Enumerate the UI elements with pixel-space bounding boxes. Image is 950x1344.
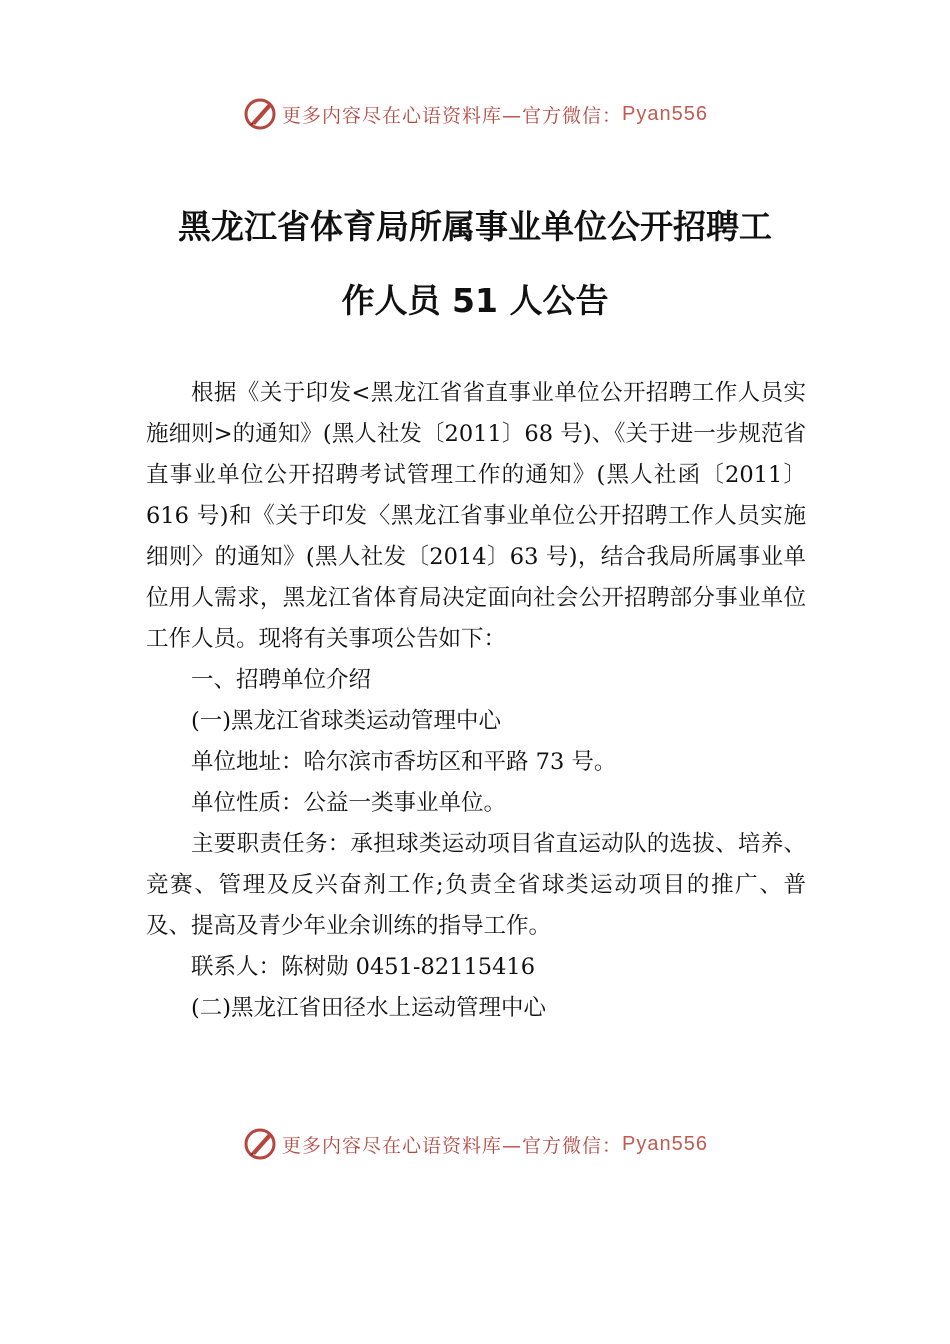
unit-1-name: (一)黑龙江省球类运动管理中心 [191,708,502,734]
title-line-1: 黑龙江省体育局所属事业单位公开招聘工 [178,207,772,246]
document-title [120,190,830,338]
intro-paragraph: 根据《关于印发<黑龙江省省直事业单位公开招聘工作人员实施细则>的通知》(黑人社发〔2011〕68 号)、《关于进一步规范省直事业单位公开招聘考试管理工作的通知》(黑人社函〔2011〕616 号)和《关于印发〈黑龙江省事业单位公开招聘工作人员实施细则〉的通知》(黑人社发〔2014〕63 号)，结合我局所属事业单位用人需求，黑龙江省体育局决定面向社会公开招聘部分事业单位工作人员。现将有关事项公告如下： [146,380,806,652]
pen-logo-icon [242,96,278,132]
unit-2-name: (二)黑龙江省田径水上运动管理中心 [191,995,547,1021]
unit-1-duties: 主要职责任务：承担球类运动项目省直运动队的选拔、培养、竞赛、管理及反兴奋剂工作;负责全省球类运动项目的推广、普及、提高及青少年业余训练的指导工作。 [146,831,806,939]
unit-1-address: 单位地址：哈尔滨市香坊区和平路 73 号。 [191,749,617,775]
watermark-wechat-id: Pyan556 [622,102,708,125]
section-heading-1: 一、招聘单位介绍 [191,667,372,693]
watermark-wechat-id: Pyan556 [622,1132,708,1155]
document-body [146,373,806,1029]
unit-1-contact: 联系人：陈树勋 0451-82115416 [191,954,536,980]
watermark-text: 更多内容尽在心语资料库—官方微信： [282,1134,623,1157]
watermark-text: 更多内容尽在心语资料库—官方微信： [282,104,623,127]
pen-logo-icon [242,1126,278,1162]
title-line-2: 作人员 51 人公告 [341,281,609,320]
watermark-footer [0,1122,950,1166]
unit-1-nature: 单位性质：公益一类事业单位。 [191,790,507,816]
watermark-header [0,92,950,136]
